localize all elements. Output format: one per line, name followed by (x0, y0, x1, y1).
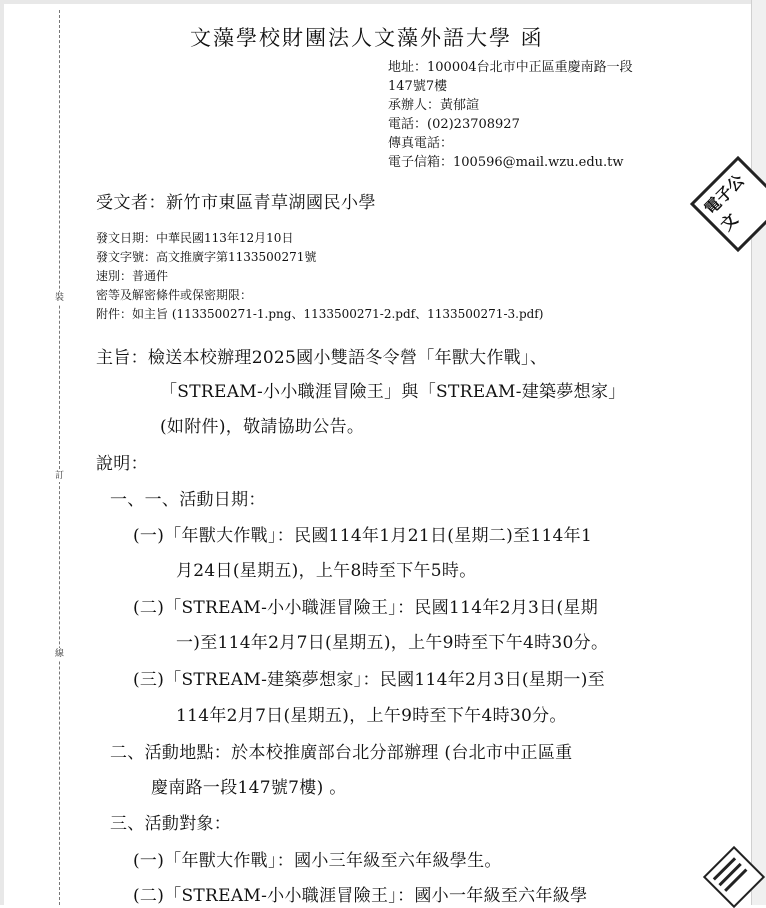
document-number: 發文字號：高文推廣字第1133500271號 (96, 250, 317, 264)
attachments: 附件：如主旨 (1133500271-1.png、1133500271-2.pdf、1133500271-3.pdf) (96, 307, 544, 321)
item3-heading: 三、活動對象： (110, 814, 232, 834)
seal-stripe (724, 869, 747, 892)
document-title: 文藻學校財團法人文藻外語大學 函 (190, 26, 544, 50)
binding-mark-xian: 線 (55, 649, 65, 659)
address-line-1: 地址：100004台北市中正區重慶南路一段 (388, 60, 633, 75)
page-top-edge (0, 0, 766, 4)
item3-sub1: (一)「年獸大作戰」：國小三年級至六年級學生。 (133, 851, 502, 871)
item1-sub1-line1: (一)「年獸大作戰」：民國114年1月21日(星期二)至114年1 (133, 526, 593, 546)
delivery-speed: 速別：普通件 (96, 269, 169, 283)
email: 電子信箱：100596@mail.wzu.edu.tw (388, 155, 624, 170)
binding-mark-zhuang: 裝 (55, 293, 65, 303)
document-meta (96, 229, 543, 324)
binding-line (59, 10, 60, 905)
recipient: 受文者：新竹市東區青草湖國民小學 (96, 193, 376, 213)
subject-line-1: 主旨：檢送本校辦理2025國小雙語冬令營「年獸大作戰」、 (96, 348, 548, 368)
address-line-2: 147號7樓 (388, 79, 448, 94)
explanation-label: 說明： (96, 454, 148, 474)
item2-line2: 慶南路一段147號7樓) 。 (151, 778, 347, 798)
seal-text: 電子公文 (700, 170, 748, 235)
sender-contact-block (388, 58, 633, 172)
item1-sub2-line2: 一)至114年2月7日(星期五)，上午9時至下午4時30分。 (176, 633, 609, 653)
item1-sub3-line1: (三)「STREAM-建築夢想家」：民國114年2月3日(星期一)至 (133, 670, 605, 690)
scrollbar[interactable] (751, 0, 766, 905)
security-level: 密等及解密條件或保密期限： (96, 288, 253, 302)
fax: 傳真電話： (388, 136, 454, 151)
item2-line1: 二、活動地點：於本校推廣部台北分部辦理 (台北市中正區重 (110, 743, 573, 763)
item1-sub2-line1: (二)「STREAM-小小職涯冒險王」：民國114年2月3日(星期 (133, 598, 598, 618)
item1-sub3-line2: 114年2月7日(星期五)，上午9時至下午4時30分。 (176, 706, 567, 726)
subject-line-2: 「STREAM-小小職涯冒險王」與「STREAM-建築夢想家」 (160, 382, 626, 402)
issue-date: 發文日期：中華民國113年12月10日 (96, 231, 294, 245)
item1-heading: 一、一、活動日期： (110, 490, 266, 510)
item3-sub2: (二)「STREAM-小小職涯冒險王」：國小一年級至六年級學 (133, 886, 588, 906)
page-left-edge (0, 0, 4, 905)
phone: 電話：(02)23708927 (388, 117, 520, 132)
handler: 承辦人：黃郁諠 (388, 98, 480, 113)
binding-mark-ding: 訂 (55, 471, 65, 481)
item1-sub1-line2: 月24日(星期五)，上午8時至下午5時。 (176, 561, 477, 581)
subject-line-3: (如附件)，敬請協助公告。 (160, 417, 365, 437)
